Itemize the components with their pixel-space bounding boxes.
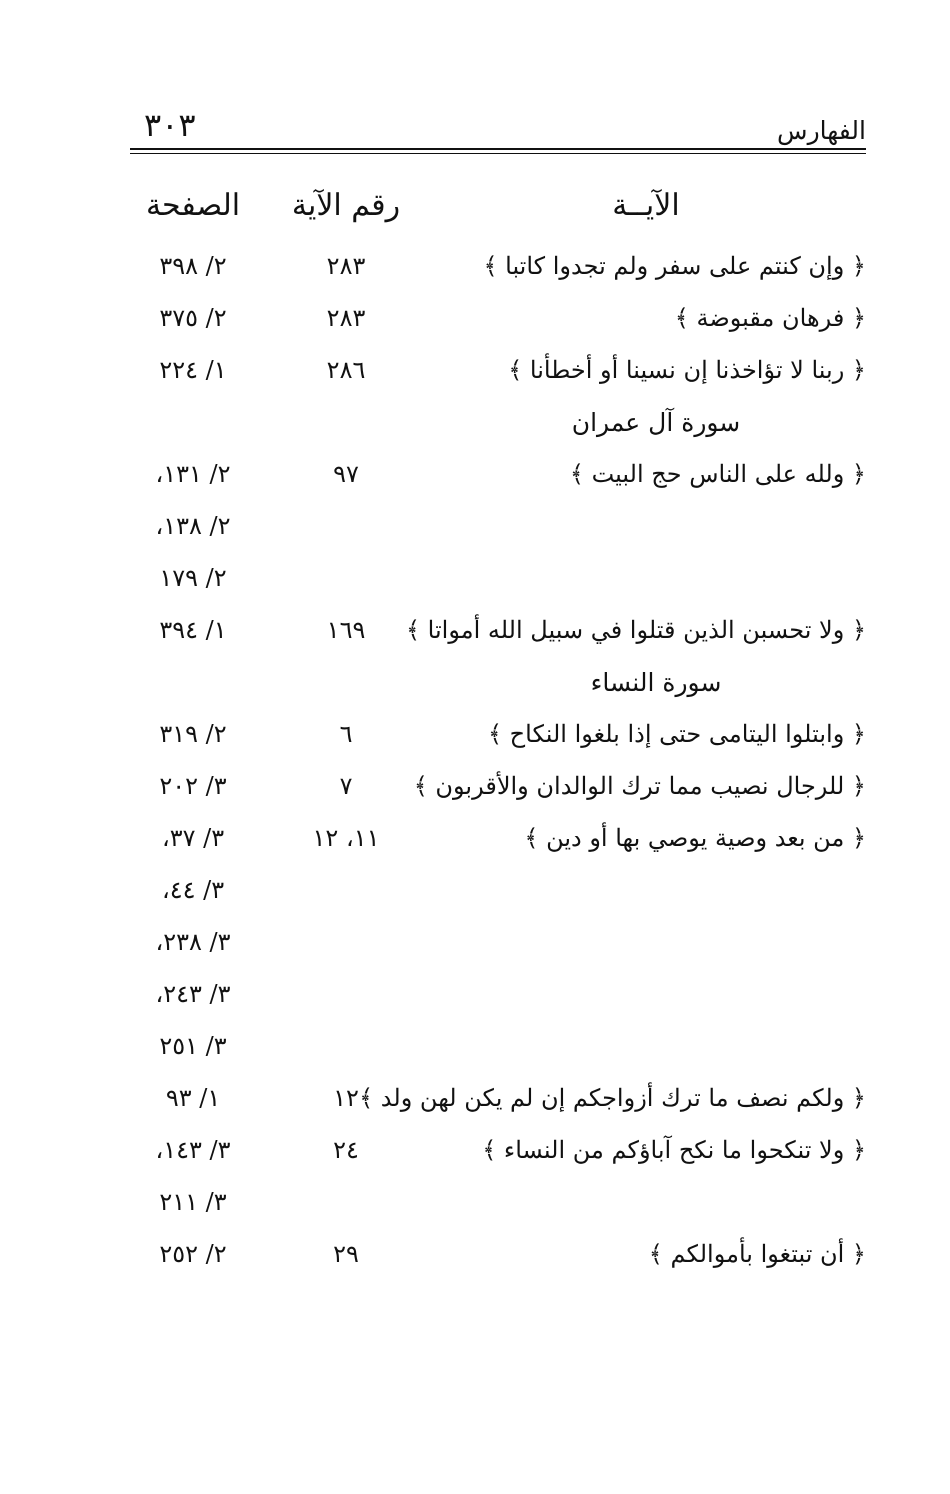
verse-text: ﴿ ولا تحسبن الذين قتلوا في سبيل الله أمواتا ﴾	[405, 616, 866, 644]
table-row	[130, 240, 866, 292]
page-reference: ٢/ ٢٥٢	[159, 1240, 227, 1268]
surah-heading-row	[130, 656, 866, 708]
verse-text	[426, 968, 866, 1020]
verse-number: ٢٤	[333, 1136, 359, 1164]
verse-number	[281, 864, 411, 916]
column-header-verse: الآيــة	[612, 187, 680, 223]
page-reference: ٢/ ٣٧٥	[159, 304, 227, 332]
page-reference: ٣/ ٢٠٢	[159, 772, 227, 800]
table-row	[130, 292, 866, 344]
verse-text: ﴿ للرجال نصيب مما ترك الوالدان والأقربون ﴾	[413, 772, 866, 800]
verse-number: ٢٨٣	[326, 304, 366, 332]
verse-number	[281, 1176, 411, 1228]
column-header-verse-number: رقم الآية	[291, 187, 401, 223]
verse-number	[281, 500, 411, 552]
verse-number: ٢٩	[333, 1240, 359, 1268]
table-row	[130, 500, 866, 552]
table-row	[130, 552, 866, 604]
page-reference: ٣/ ٢١١	[159, 1188, 227, 1216]
surah-heading: سورة آل عمران	[571, 407, 741, 437]
verse-text: ﴿ فرهان مقبوضة ﴾	[674, 304, 866, 332]
verse-text: ﴿ ولله على الناس حج البيت ﴾	[569, 460, 866, 488]
page-reference: ٣/ ٣٧،	[161, 824, 225, 852]
page-reference: ١/ ٣٩٤	[159, 616, 227, 644]
table-row	[130, 1124, 866, 1176]
page-reference: ٢/ ١٣٨،	[155, 512, 231, 540]
verse-number: ٩٧	[333, 460, 359, 488]
table-row	[130, 1176, 866, 1228]
table-row	[130, 708, 866, 760]
surah-heading-row	[130, 396, 866, 448]
verse-number: ٧	[339, 772, 353, 800]
page-reference: ١/ ٩٣	[165, 1084, 221, 1112]
page-reference: ٢/ ٣٩٨	[159, 252, 227, 280]
table-row	[130, 448, 866, 500]
page-number: ٣٠٣	[144, 106, 196, 144]
running-title: الفهارس	[777, 116, 866, 145]
verse-number	[281, 1020, 411, 1072]
verse-number: ١١، ١٢	[312, 824, 380, 852]
table-row	[130, 864, 866, 916]
page-reference: ٢/ ١٧٩	[159, 564, 227, 592]
table-header-row	[130, 170, 866, 240]
verse-text	[426, 552, 866, 604]
verse-number	[281, 968, 411, 1020]
table-row	[130, 916, 866, 968]
verse-number: ٢٨٦	[326, 356, 366, 384]
table-row	[130, 604, 866, 656]
verse-number: ١٦٩	[326, 616, 366, 644]
page-reference: ١/ ٢٢٤	[159, 356, 227, 384]
surah-heading: سورة النساء	[590, 667, 722, 697]
page-reference: ٣/ ١٤٣،	[155, 1136, 231, 1164]
header-rule	[130, 148, 866, 150]
verse-text	[426, 1020, 866, 1072]
header-rule-thin	[130, 153, 866, 154]
verse-text: ﴿ وابتلوا اليتامى حتى إذا بلغوا النكاح ﴾	[487, 720, 866, 748]
table-row	[130, 812, 866, 864]
page-reference: ٢/ ١٣١،	[155, 460, 231, 488]
column-header-page: الصفحة	[145, 187, 241, 223]
table-row	[130, 1020, 866, 1072]
verse-text: ﴿ من بعد وصية يوصي بها أو دين ﴾	[524, 824, 866, 852]
verse-number	[281, 552, 411, 604]
table-body	[130, 240, 866, 1280]
page-reference: ٣/ ٢٤٣،	[155, 980, 231, 1008]
page-reference: ٣/ ٢٣٨،	[155, 928, 231, 956]
verse-text	[426, 500, 866, 552]
verse-number: ١٢	[333, 1084, 359, 1112]
table-row	[130, 760, 866, 812]
page-reference: ٣/ ٤٤،	[161, 876, 225, 904]
verse-number: ٢٨٣	[326, 252, 366, 280]
verse-text: ﴿ وإن كنتم على سفر ولم تجدوا كاتبا ﴾	[483, 252, 866, 280]
table-row	[130, 1072, 866, 1124]
page-reference: ٢/ ٣١٩	[159, 720, 227, 748]
verse-text: ﴿ أن تبتغوا بأموالكم ﴾	[648, 1240, 866, 1268]
page-header	[130, 106, 866, 154]
verse-number: ٦	[339, 720, 353, 748]
table-row	[130, 968, 866, 1020]
verse-text	[426, 1176, 866, 1228]
verse-text: ﴿ ولا تنكحوا ما نكح آباؤكم من النساء ﴾	[482, 1136, 866, 1164]
table-row	[130, 344, 866, 396]
page-reference: ٣/ ٢٥١	[159, 1032, 227, 1060]
table-row	[130, 1228, 866, 1280]
verse-text: ﴿ ولكم نصف ما ترك أزواجكم إن لم يكن لهن ولد ﴾	[359, 1084, 866, 1112]
verse-text: ﴿ ربنا لا تؤاخذنا إن نسينا أو أخطأنا ﴾	[508, 356, 866, 384]
verse-text	[426, 864, 866, 916]
index-table	[130, 170, 866, 1280]
verse-number	[281, 916, 411, 968]
verse-text	[426, 916, 866, 968]
